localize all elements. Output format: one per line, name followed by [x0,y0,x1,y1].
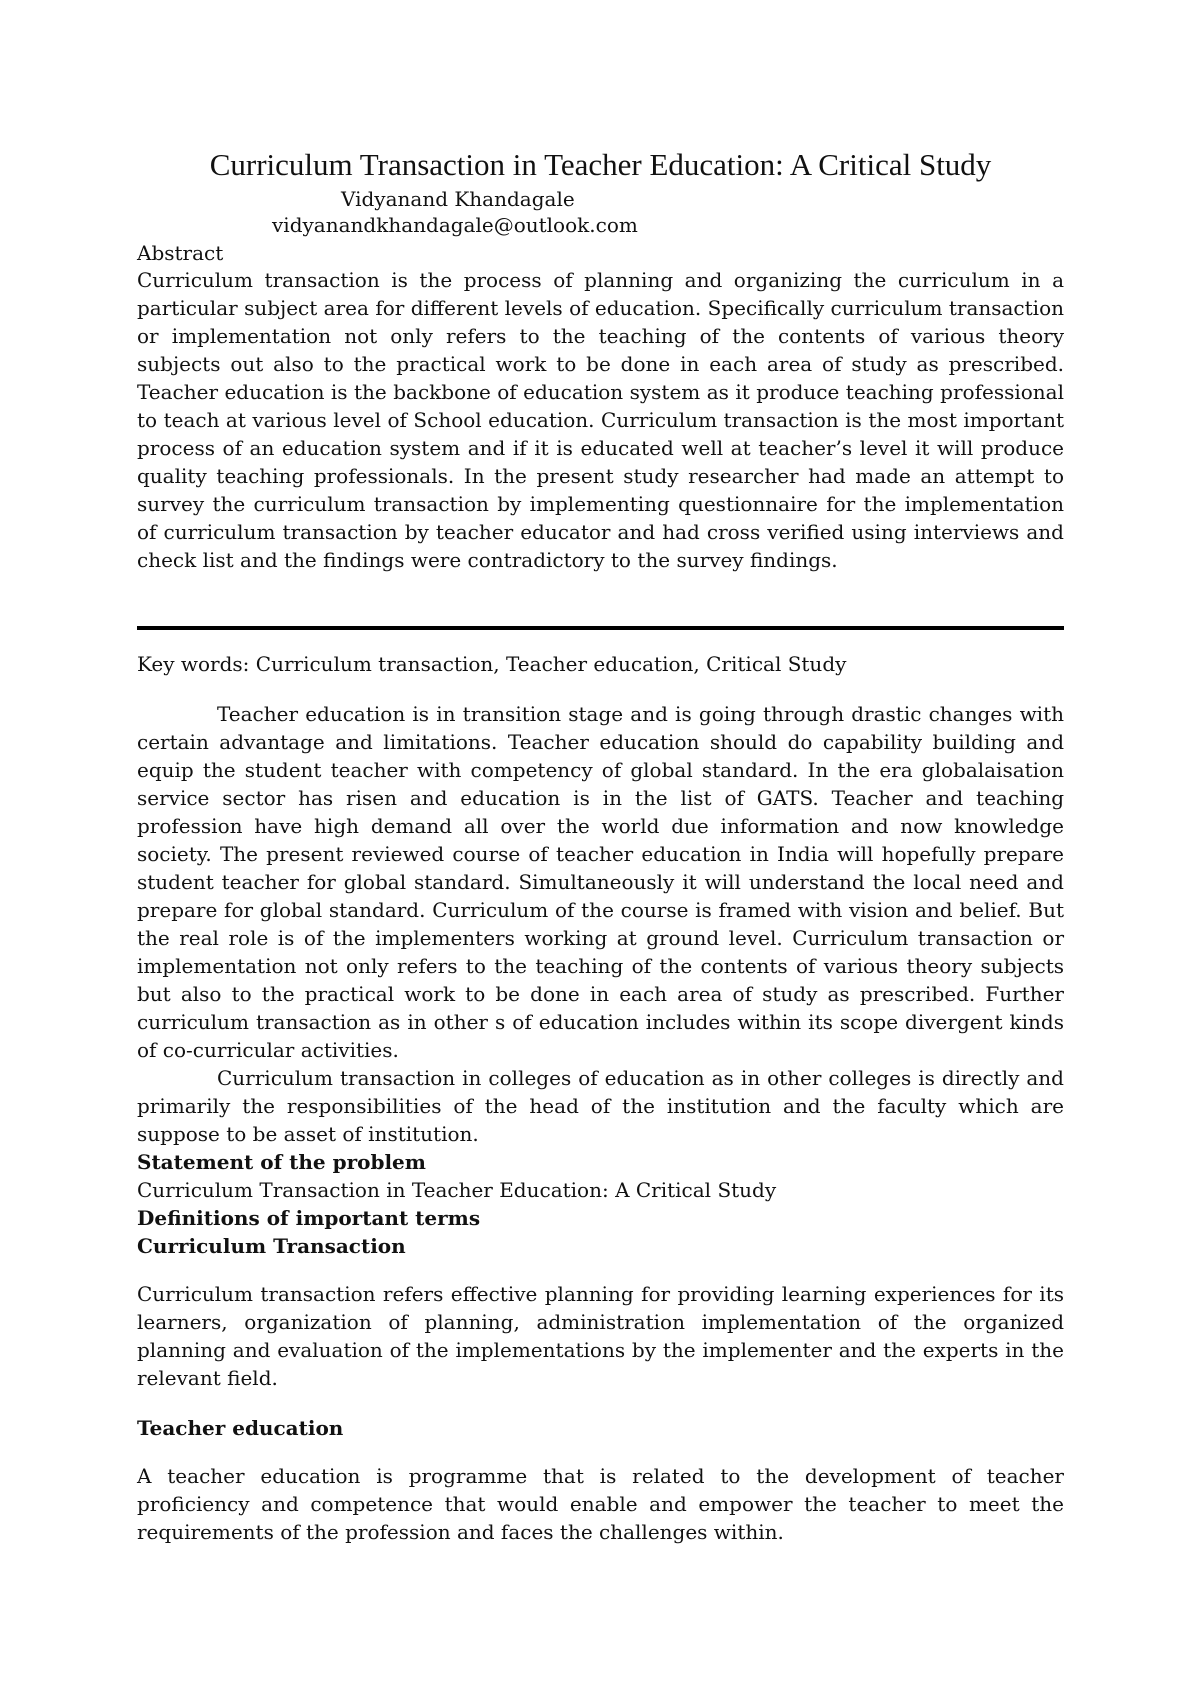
problem-heading: Statement of the problem [137,1150,426,1174]
teacher-education-definition: A teacher education is programme that is related to the development of teacher proficiency and competence that would enable and empower the teacher to meet the requirements of the profession and faces the challenges within. [137,1464,1064,1544]
body-paragraph-2: Curriculum transaction in colleges of education as in other colleges is directly and primarily the responsibilities of the head of the institution and the faculty which are suppose to be asset of institution. [137,1066,1064,1146]
teacher-education-heading: Teacher education [137,1416,344,1440]
abstract-heading: Abstract [137,241,224,265]
body-content [137,700,1064,1546]
curriculum-transaction-heading: Curriculum Transaction [137,1234,406,1258]
definitions-heading: Definitions of important terms [137,1206,481,1230]
section-divider [137,626,1064,630]
author-email: vidyanandkhandagale@outlook.com [272,213,638,237]
keywords: Key words: Curriculum transaction, Teacher education, Critical Study [137,652,847,676]
abstract-text: Curriculum transaction is the process of planning and organizing the curriculum in a particular subject area for different levels of education. Specifically curriculum transaction or implementation not only refers to the teaching of the contents of various theory subjects out also to the practical work to be done in each area of study as prescribed. Teacher education is the backbone of education system as it produce teaching professional to teach at various level of School education. Curriculum transaction is the most important process of an education system and if it is educated well at teacher’s level it will produce quality teaching professionals. In the present study researcher had made an attempt to survey the curriculum transaction by implementing questionnaire for the implementation of curriculum transaction by teacher educator and had cross verified using interviews and check list and the findings were contradictory to the survey findings. [137,268,1064,572]
author-name: Vidyanand Khandagale [341,187,575,211]
body-paragraph-1: Teacher education is in transition stage and is going through drastic changes with certain advantage and limitations. Teacher education should do capability building and equip the student teacher with competency of global standard. In the era globalaisation service sector has risen and education is in the list of GATS. Teacher and teaching profession have high demand all over the world due information and now knowledge society. The present reviewed course of teacher education in India will hopefully prepare student teacher for global standard. Simultaneously it will understand the local need and prepare for global standard. Curriculum of the course is framed with vision and belief. But the real role is of the implementers working at ground level. Curriculum transaction or implementation not only refers to the teaching of the contents of various theory subjects but also to the practical work to be done in each area of study as prescribed. Further curriculum transaction as in other s of education includes within its scope divergent kinds of co-curricular activities. [137,702,1064,1062]
paper-title: Curriculum Transaction in Teacher Education: A Critical Study [209,147,992,182]
problem-statement: Curriculum Transaction in Teacher Education: A Critical Study [137,1178,777,1202]
curriculum-transaction-definition: Curriculum transaction refers effective planning for providing learning experiences for its learners, organization of planning, administration implementation of the organized planning and evaluation of the implementations by the implementer and the experts in the relevant field. [137,1282,1064,1390]
